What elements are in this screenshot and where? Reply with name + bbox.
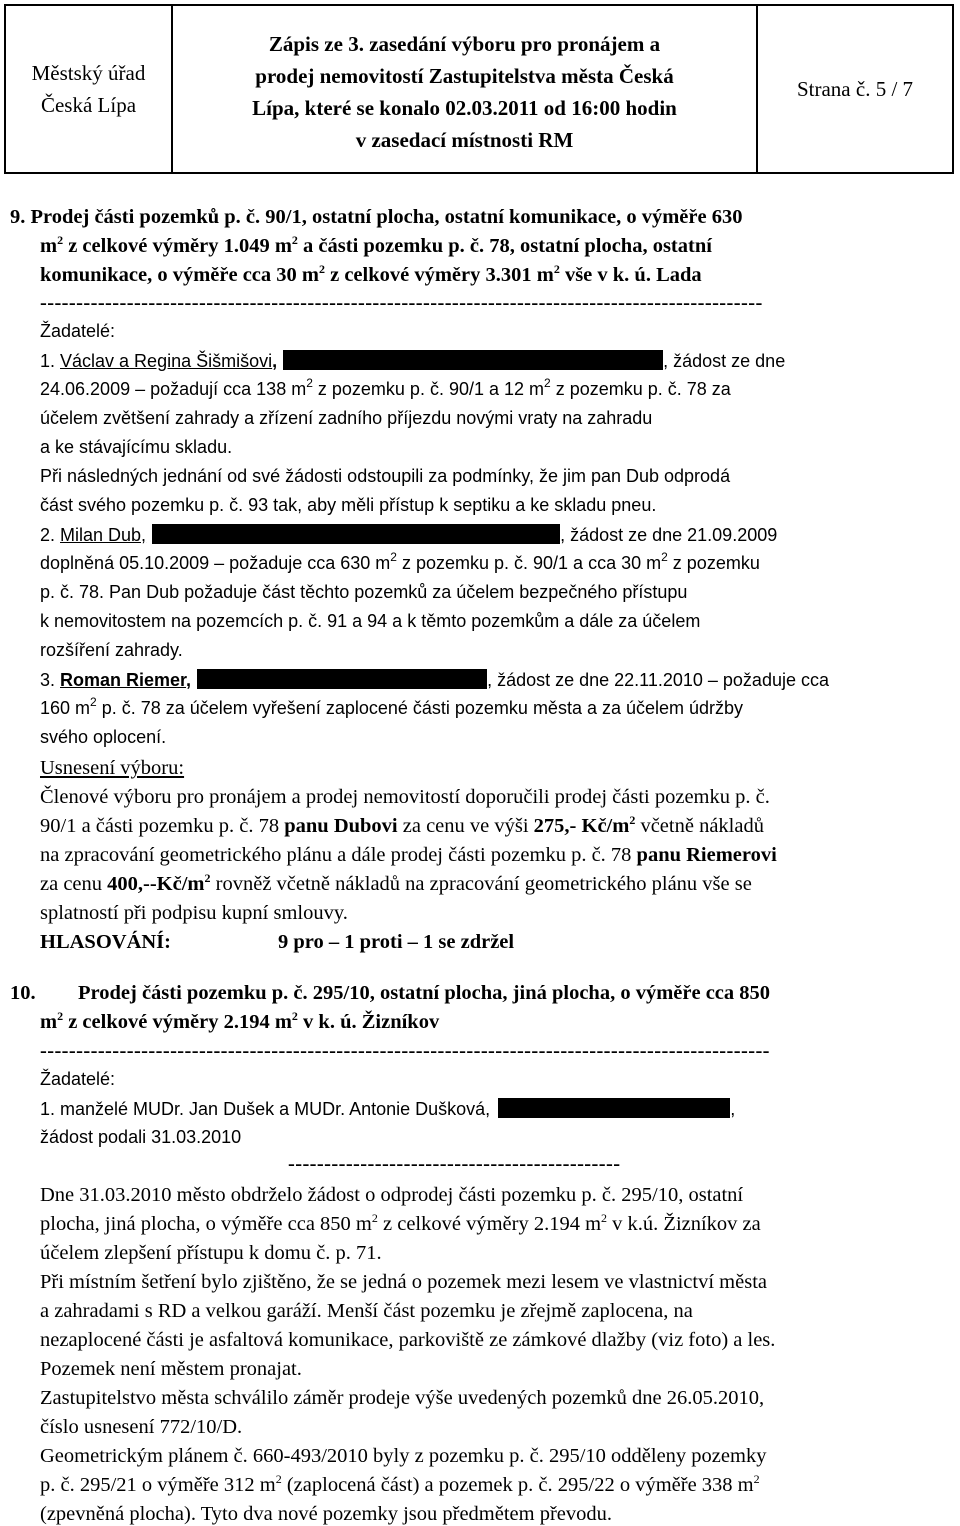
item9-title-line-1: 9. Prodej části pozemků p. č. 90/1, ostatní plocha, ostatní komunikace, o výměře 630 <box>10 206 743 228</box>
redaction-block <box>283 350 663 370</box>
redaction-block <box>197 669 487 689</box>
office-line-2: Česká Lípa <box>40 93 137 117</box>
page-number-cell <box>758 6 952 172</box>
resolution-label: Usnesení výboru: <box>40 757 185 779</box>
para1-line-3: účelem zlepšení přístupu k domu č. p. 71. <box>40 1242 382 1264</box>
applicant-1-name: Václav a Regina Šišmišovi <box>60 351 273 371</box>
para3-line-2: číslo usnesení 772/10/D. <box>40 1416 243 1438</box>
applicant-2-line-2: doplněná 05.10.2009 – požaduje cca 630 $m^2$ z pozemku p. č. 90/1 a cca 30 $m^2$ z pozemku <box>40 550 760 573</box>
applicant-line-2: žádost podali 31.03.2010 <box>40 1127 242 1147</box>
applicant-2-line-3: p. č. 78. Pan Dub požaduje část těchto pozemků za účelem bezpečného přístupu <box>40 582 688 602</box>
redaction-block <box>498 1098 730 1118</box>
applicant-3-name: Roman Riemer, <box>60 670 192 690</box>
title-line-2: prodej nemovitostí Zastupitelstva města Česká <box>255 64 674 88</box>
resolution-line-3: na zpracování geometrického plánu a dále prodej části pozemku p. č. 78 panu Riemerovi <box>40 844 777 866</box>
office-line-1: Městský úřad <box>31 61 146 85</box>
item9-title-line-2: $m^2$ z celkové výměry 1.049 $m^2$ a části pozemku p. č. 78, ostatní plocha, ostatní <box>40 233 712 257</box>
para2-line-4: Pozemek není městem pronajat. <box>40 1358 302 1380</box>
resolution-line-4: za cenu $400,--Kč/m^2$ rovněž včetně nákladů na zpracování geometrického plánu vše se <box>40 871 752 895</box>
para3-line-1: Zastupitelstvo města schválilo záměr prodeje výše uvedených pozemků dne 26.05.2010, <box>40 1387 765 1409</box>
applicant-1-line-1: 1. Václav a Regina Šišmišovi, , žádost ze dne <box>40 351 786 371</box>
para2-line-3: nezaplocené části je asfaltová komunikace, parkoviště ze zámkové dlažby (viz foto) a les. <box>40 1329 776 1351</box>
item10-number: 10. <box>10 982 36 1004</box>
redaction-block <box>152 524 560 544</box>
short-separator: ---------------------------------------------- <box>288 1153 621 1175</box>
para1-line-2: plocha, jiná plocha, o výměře cca 850 $m^2$ z celkové výměry 2.194 $m^2$ v k.ú. Žizníkov za <box>40 1211 761 1235</box>
item9-title-line-3: komunikace, o výměře cca 30 $m^2$ z celkové výměry 3.301 $m^2$ vše v k. ú. Lada <box>40 262 702 286</box>
office-cell <box>6 6 173 172</box>
applicant-1-line-5: Při následných jednání od své žádosti odstoupili za podmínky, že jim pan Dub odprodá <box>40 466 731 486</box>
para2-line-2: a zahradami s RD a velkou garáží. Menší část pozemku je zřejmě zaplocena, na <box>40 1300 693 1322</box>
item10-title-line-2: $m^2$ z celkové výměry 2.194 $m^2$ v k. ú. Žizníkov <box>40 1009 440 1033</box>
title-line-4: v zasedací místnosti RM <box>355 128 574 152</box>
applicant-2-line-5: rozšíření zahrady. <box>40 640 183 660</box>
para4-line-1: Geometrickým plánem č. 660-493/2010 byly z pozemku p. č. 295/10 odděleny pozemky <box>40 1445 767 1467</box>
title-cell <box>173 6 758 172</box>
applicant-3-line-1: 3. Roman Riemer, , žádost ze dne 22.11.2010 – požaduje cca <box>40 670 829 690</box>
applicants-label: Žadatelé: <box>40 321 116 341</box>
applicant-line-1: 1. manželé MUDr. Jan Dušek a MUDr. Antonie Dušková, , <box>40 1099 736 1119</box>
separator-line: ----------------------------------------------------------------------------------------------------- <box>40 1040 770 1062</box>
para1-line-1: Dne 31.03.2010 město obdrželo žádost o odprodej části pozemku p. č. 295/10, ostatní <box>40 1184 744 1206</box>
title-line-1: Zápis ze 3. zasedání výboru pro pronájem a <box>268 32 661 56</box>
separator-line: ---------------------------------------------------------------------------------------------------- <box>40 292 763 314</box>
item10-title-line-1: Prodej části pozemku p. č. 295/10, ostatní plocha, jiná plocha, o výměře cca 850 <box>78 982 771 1004</box>
applicant-3-line-3: svého oplocení. <box>40 727 167 747</box>
applicant-1-line-6: část svého pozemku p. č. 93 tak, aby měli přístup k septiku a ke skladu pneu. <box>40 495 657 515</box>
para4-line-2: p. č. 295/21 o výměře 312 $m^2$ (zaplocená část) a pozemek p. č. 295/22 o výměře 338 $m^2$ <box>40 1472 760 1496</box>
resolution-line-5: splatností při podpisu kupní smlouvy. <box>40 902 348 924</box>
vote-result: 9 pro – 1 proti – 1 se zdržel <box>278 931 515 953</box>
title-line-3: Lípa, které se konalo 02.03.2011 od 16:00 hodin <box>252 96 677 120</box>
para2-line-1: Při místním šetření bylo zjištěno, že se jedná o pozemek mezi lesem ve vlastnictví města <box>40 1271 767 1293</box>
applicant-1-line-3: účelem zvětšení zahrady a zřízení zadního příjezdu novými vraty na zahradu <box>40 408 653 428</box>
document-header <box>4 4 954 174</box>
para4-line-3: (zpevněná plocha). Tyto dva nové pozemky jsou předmětem převodu. <box>40 1503 613 1525</box>
applicant-2-line-4: k nemovitostem na pozemcích p. č. 91 a 94 a k těmto pozemkům a dále za účelem <box>40 611 701 631</box>
applicant-3-line-2: 160 $m^2$ p. č. 78 za účelem vyřešení zaplocené části pozemku města a za účelem údržby <box>40 695 744 718</box>
page-number: Strana č. 5 / 7 <box>796 76 914 101</box>
applicant-2-line-1: 2. Milan Dub, , žádost ze dne 21.09.2009 <box>40 525 778 545</box>
applicant-1-line-4: a ke stávajícímu skladu. <box>40 437 233 457</box>
resolution-line-2: 90/1 a části pozemku p. č. 78 panu Dubovi za cenu ve výši 275,- $Kč/m^2$ včetně nákladů <box>40 813 764 837</box>
applicant-1-line-2: 24.06.2009 – požadují cca 138 $m^2$ z pozemku p. č. 90/1 a 12 $m^2$ z pozemku p. č. 78 za <box>40 376 731 399</box>
vote-label: HLASOVÁNÍ: <box>40 931 171 953</box>
applicant-2-name: Milan Dub, <box>60 525 147 545</box>
applicants-label: Žadatelé: <box>40 1069 116 1089</box>
resolution-line-1: Členové výboru pro pronájem a prodej nemovitostí doporučili prodej části pozemku p. č. <box>40 786 770 808</box>
